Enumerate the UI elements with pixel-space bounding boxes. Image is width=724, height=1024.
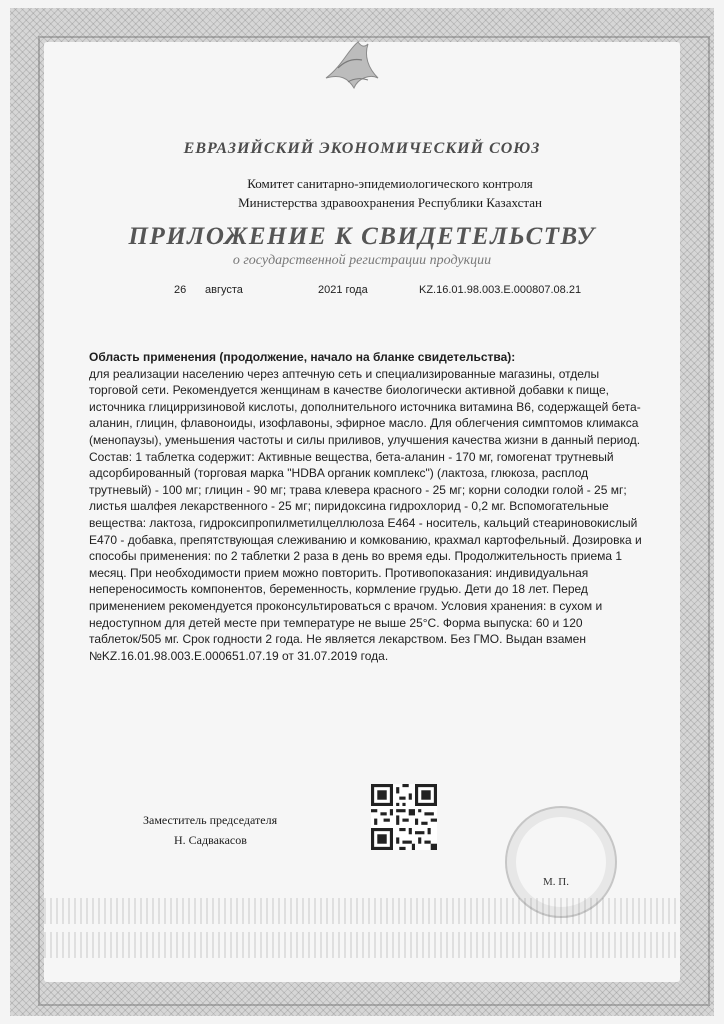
text-line: листья шалфея лекарственного - 25 мг; пиридоксина гидрохлорид - 0,2 мг. Вспомогательные — [89, 499, 609, 514]
qr-code-icon — [371, 784, 437, 850]
text-line: вещества: лактоза, гидроксипропилметилцеллюлоза Е464 - носитель, кальций стеариновокислый — [89, 515, 638, 530]
text-line: адсорбированный (торговая марка "HDBA органик комплекс") (лактоза, глюкоза, расплод — [89, 466, 589, 481]
text-line: Состав: 1 таблетка содержит: Активные вещества, бета-аланин - 170 мг, гомогенат трутневый — [89, 449, 614, 464]
text-line: для реализации населению через аптечную сеть и специализированные магазины, отделы — [89, 366, 600, 381]
committee-block — [0, 174, 724, 212]
signature-name: Н. Садвакасов — [174, 833, 247, 847]
ministry-line: Министерства здравоохранения Республики Казахстан — [238, 195, 542, 210]
document-subtitle: о государственной регистрации продукции — [232, 253, 492, 268]
text-line: применением рекомендуется проконсультироваться с врачом. Условия хранения: в сухом и — [89, 598, 603, 613]
section-heading: Область применения (продолжение, начало на бланке свидетельства): — [89, 350, 516, 364]
document-title: ПРИЛОЖЕНИЕ К СВИДЕТЕЛЬСТВУ — [128, 223, 596, 250]
stamp-place-label: М. П. — [543, 876, 569, 888]
date-day: 26 — [174, 284, 187, 296]
committee-line: Комитет санитарно-эпидемиологического контроля — [247, 176, 533, 191]
text-line: (менопаузы), уменьшения частоты и силы приливов, улучшения качества жизни в данный период. — [89, 432, 641, 447]
seal-stamp-icon — [505, 806, 617, 918]
date-month: августа — [205, 284, 243, 296]
certificate-number: KZ.16.01.98.003.E.000807.08.21 — [419, 284, 582, 296]
text-line: таблеток/505 мг. Срок годности 2 года. Не является лекарством. Без ГМО. Выдан взамен — [89, 632, 586, 647]
watermark-band-bottom — [44, 932, 680, 958]
text-line: аланин, глицин, флавоноиды, изофлавоны, эфирное масло. Для облегчения симптомов климакса — [89, 416, 639, 431]
text-line: №KZ.16.01.98.003.Е.000651.07.19 от 31.07.2019 года. — [89, 648, 389, 663]
text-line: Е470 - добавка, препятствующая слеживанию и комкованию, крахмал картофельный. Дозировка и — [89, 532, 642, 547]
text-line: трутневый) - 100 мг; глицин - 90 мг; трава клевера красного - 25 мг; корни солодки голой - 25 мг; — [89, 482, 627, 497]
text-line: источника глицирризиновой кислоты, дополнительного источника витамина В6, содержащей бета- — [89, 399, 641, 414]
union-name: ЕВРАЗИЙСКИЙ ЭКОНОМИЧЕСКИЙ СОЮЗ — [183, 140, 541, 157]
text-line: месяц. При необходимости прием можно повторить. Противопоказания: индивидуальная — [89, 565, 589, 580]
text-line: недоступном для детей месте при температуре не выше 25°С. Форма выпуска: 60 и 120 — [89, 615, 583, 630]
text-line: непереносимость компонентов, беременность, кормление грудью. Дети до 18 лет. Перед — [89, 582, 588, 597]
emblem-icon — [318, 38, 388, 96]
text-line: способы применения: по 2 таблетки 2 раза в день во время еды. Продолжительность приема 1 — [89, 549, 623, 564]
text-line: торговой сети. Рекомендуется женщинам в качестве биологически активной добавки к пище, — [89, 383, 609, 398]
signature-title: Заместитель председателя — [143, 813, 278, 827]
application-scope-text — [89, 349, 649, 664]
date-year: 2021 года — [318, 284, 368, 296]
